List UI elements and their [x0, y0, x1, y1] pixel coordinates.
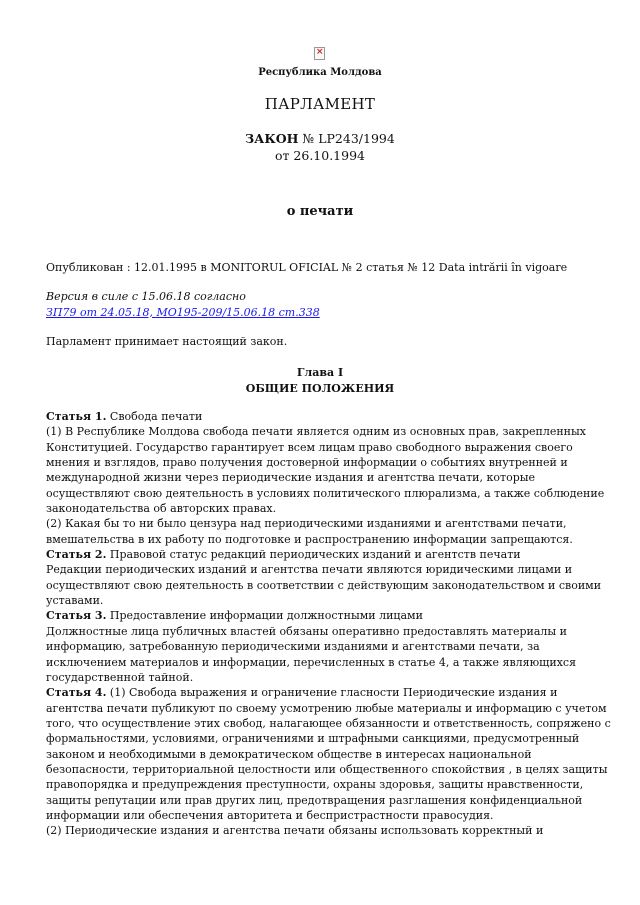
article-title: Свобода печати — [106, 410, 203, 423]
broken-image-icon: × — [314, 47, 325, 60]
law-title: о печати — [286, 204, 354, 219]
article-label: Статья 1. — [46, 410, 107, 423]
article-line: того, что осуществление этих свобод, налагающее обязанности и ответственность, сопряжено с — [46, 716, 611, 730]
version-text: Версия в силе с 15.06.18 согласно — [46, 290, 246, 303]
adoption-statement: Парламент принимает настоящий закон. — [46, 335, 288, 348]
law-date: от 26.10.1994 — [275, 148, 365, 163]
article-heading — [46, 547, 606, 562]
article-line: правопорядка и предупреждения преступности, охраны здоровья, защиты нравственности, — [46, 778, 584, 792]
article-line: (1) В Республике Молдова свобода печати является одним из основных прав, закрепленных — [46, 425, 586, 439]
article-line: осуществляют свою деятельность в условиях политического плюрализма, а также соблюдение — [46, 486, 605, 500]
article-line: вмешательства в их работу по подготовке и распространению информации запрещаются. — [46, 532, 573, 546]
article-line: уставами. — [46, 594, 104, 608]
article-line: исключением материалов и информации, перечисленных в статье 4, а также являющихся — [46, 655, 577, 669]
article-label: Статья 3. — [46, 609, 107, 623]
article-line: агентства печати публикуют по своему усмотрению любые материалы и информацию с учетом — [46, 701, 607, 715]
law-number-value: № LP243/1994 — [298, 131, 395, 146]
article-label: Статья 4. — [46, 686, 107, 700]
chapter-title: ОБЩИЕ ПОЛОЖЕНИЯ — [245, 381, 395, 395]
article-heading — [46, 685, 606, 700]
law-number — [0, 131, 640, 146]
article-line: Должностные лица публичных властей обязаны оперативно предоставлять материалы и — [46, 624, 567, 638]
article-line: Редакции периодических изданий и агентства печати являются юридическими лицами и — [46, 563, 573, 577]
article-line: законом и необходимыми в демократическом обществе в интересах национальной — [46, 747, 532, 761]
article-label: Статья 2. — [46, 548, 107, 562]
chapter-heading — [0, 365, 640, 396]
article-line: государственной тайной. — [46, 670, 194, 684]
article-line: безопасности, территориальной целостности или общественного спокойствия , в целях защиты — [46, 762, 608, 776]
articles-body — [46, 409, 611, 839]
article-line: мнения и взглядов, право получения достоверной информации о событиях внутренней и — [46, 456, 568, 470]
article-line: Конституцией. Государство гарантирует всем лицам право свободного выражения своего — [46, 440, 573, 454]
article-line: информацию, затребованную периодическими изданиями и агентствами печати, за — [46, 640, 540, 654]
chapter-number: Глава I — [296, 366, 344, 379]
parliament-heading: ПАРЛАМЕНТ — [264, 95, 376, 113]
version-info — [46, 289, 320, 320]
published-info: Опубликован : 12.01.1995 в MONITORUL OFICIAL № 2 статья № 12 Data intrării în vigoare — [46, 261, 568, 274]
article-title: Правовой статус редакций периодических изданий и агентств печати — [106, 548, 521, 562]
article-line: международной жизни через периодические издания и агентства печати, которые — [46, 471, 536, 485]
article-line: информации или обеспечения авторитета и беспристрастности правосудия. — [46, 808, 494, 822]
law-label: ЗАКОН — [245, 131, 299, 146]
article-line: (2) Периодические издания и агентства печати обязаны использовать корректный и — [46, 824, 544, 838]
article-heading — [46, 608, 606, 623]
republic-name: Республика Молдова — [258, 67, 382, 78]
article-line: формальностями, условиями, ограничениями и штрафными санкциями, предусмотренный — [46, 732, 580, 746]
article-line: (2) Какая бы то ни было цензура над периодическими изданиями и агентствами печати, — [46, 517, 567, 531]
article-heading — [46, 409, 606, 424]
article-line: защиты репутации или прав других лиц, предотвращения разглашения конфиденциальной — [46, 793, 583, 807]
version-link[interactable]: ЗП79 от 24.05.18, MO195-209/15.06.18 ст.338 — [46, 305, 320, 319]
article-line: осуществляют свою деятельность в соответствии с действующим законодательством и своими — [46, 578, 602, 592]
article-title: Предоставление информации должностными лицами — [106, 609, 423, 623]
article-line: законодательства об авторских правах. — [46, 502, 277, 516]
article-title: (1) Свобода выражения и ограничение гласности Периодические издания и — [106, 686, 558, 700]
